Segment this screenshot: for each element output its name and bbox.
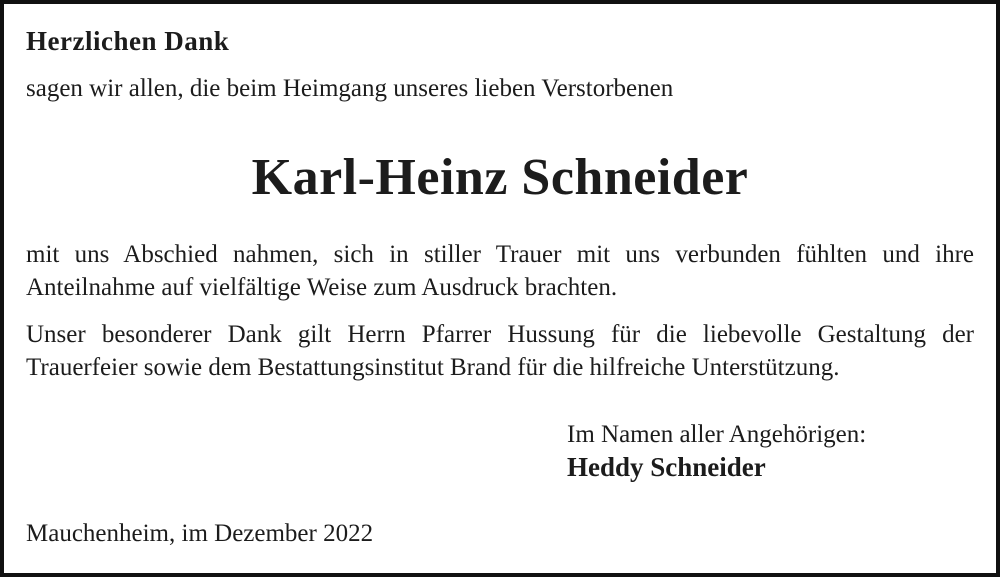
deceased-name: Karl-Heinz Schneider	[251, 149, 749, 206]
thanks-paragraph	[26, 238, 974, 304]
intro-line: sagen wir allen, die beim Heimgang unseres lieben Verstorbenen	[26, 75, 674, 102]
place-date-line: Mauchenheim, im Dezember 2022	[26, 520, 374, 547]
special-thanks-paragraph	[26, 318, 974, 384]
thanks-paragraph-line-2: Anteilnahme auf vielfältige Weise zum Ausdruck brachten.	[26, 274, 618, 301]
notice-header: Herzlichen Dank	[26, 26, 230, 56]
signoff-block	[567, 420, 974, 484]
thanks-paragraph-line-1: mit uns Abschied nahmen, sich in stiller Trauer mit uns verbunden fühlten und ihre	[26, 241, 974, 268]
signoff-name: Heddy Schneider	[567, 452, 766, 482]
signoff-intro: Im Namen aller Angehörigen:	[567, 421, 867, 448]
special-thanks-paragraph-line-1: Unser besonderer Dank gilt Herrn Pfarrer Hussung für die liebevolle Gestaltung der	[26, 321, 974, 348]
special-thanks-paragraph-line-2: Trauerfeier sowie dem Bestattungsinstitut Brand für die hilfreiche Unterstützung.	[26, 354, 840, 381]
